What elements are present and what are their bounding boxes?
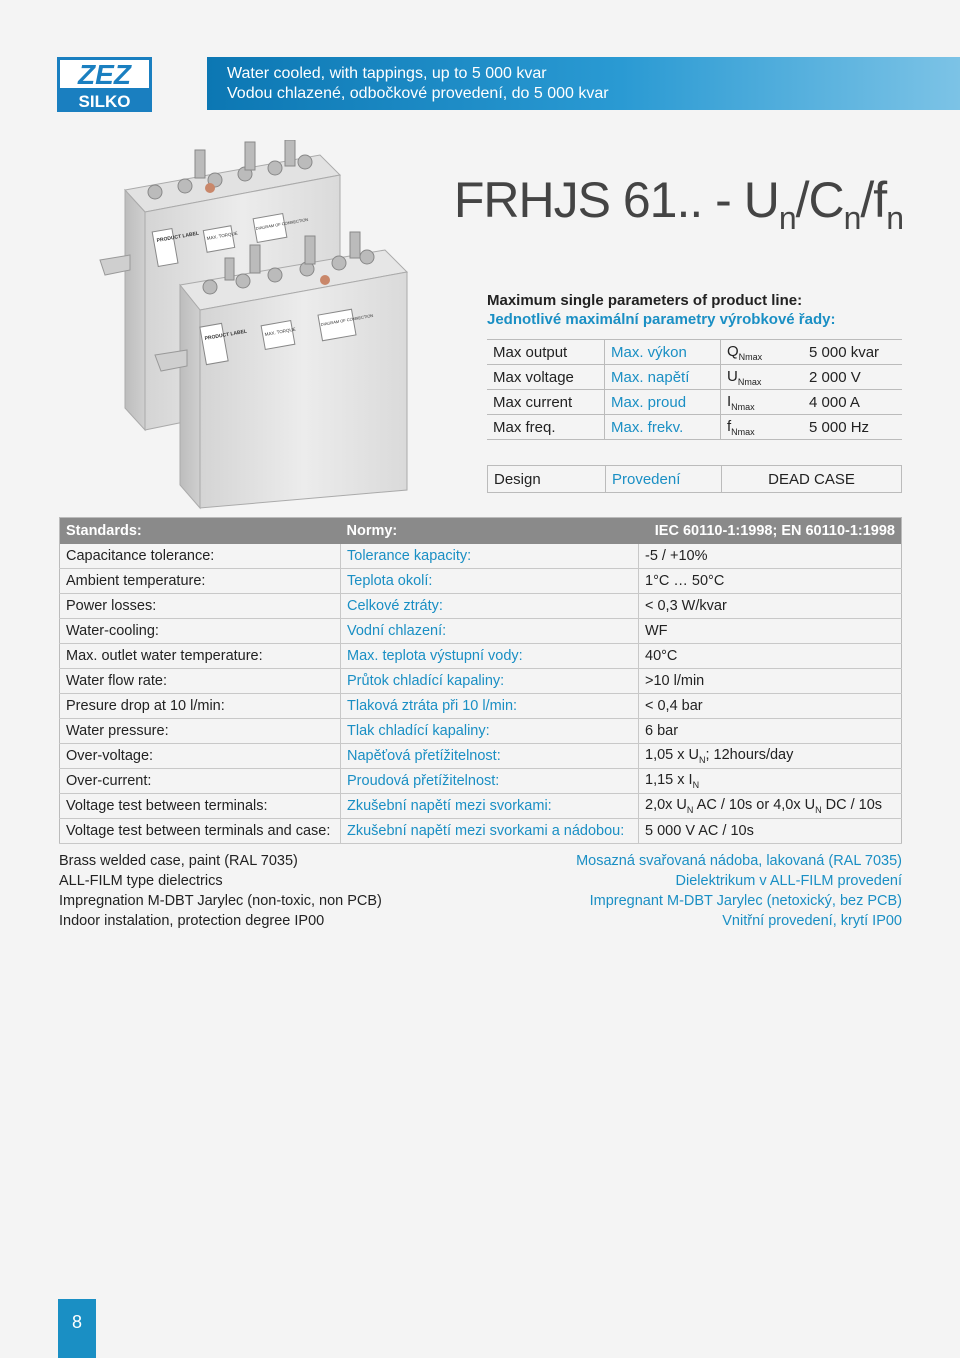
capacitor-product-image [95,140,455,510]
standards-param-en: Power losses: [60,594,341,619]
standards-table [59,517,902,844]
standards-param-value: 6 bar [639,719,902,744]
standards-param-value: 5 000 V AC / 10s [639,819,902,844]
max-param-row [487,390,902,415]
standards-row [60,669,902,694]
max-param-value: 2 000 V [809,368,861,386]
design-label-cz: Provedení [606,466,722,493]
note-line: Mosazná svařovaná nádoba, lakovaná (RAL 7035) [576,853,902,869]
max-param-value: 5 000 Hz [809,418,870,436]
standards-param-en: Water-cooling: [60,619,341,644]
note-line: Brass welded case, paint (RAL 7035) [59,853,298,869]
max-param-row [487,340,902,365]
product-label-back: PRODUCT LABEL [156,230,200,244]
standards-row [60,819,902,844]
standards-param-cz: Průtok chladící kapaliny: [341,669,639,694]
max-param-en: Max output [487,340,605,365]
logo-top-text: ZEZ [78,59,131,90]
diagram-label-front: DIAGRAM OF CONNECTION [320,312,374,327]
standards-param-value: 2,0x $U_N$ AC / 10s or 4,0x $U_N$ DC / 10s [639,794,902,819]
standards-param-cz: Zkušební napětí mezi svorkami: [341,794,639,819]
max-param-symbol: $Q_{Nmax}$ [727,342,763,362]
standards-row [60,644,902,669]
notes-en [59,851,382,931]
max-param-row [487,365,902,390]
design-table [487,465,902,493]
standards-param-en: Water pressure: [60,719,341,744]
standards-row [60,719,902,744]
standards-row [60,744,902,769]
torque-label-back: MAX. TORQUE [206,230,239,241]
standards-param-en: Over-current: [60,769,341,794]
header-title-cz: Vodou chlazené, odbočkové provedení, do 5 000 kvar [227,85,609,102]
max-param-cz: Max. výkon [605,340,721,365]
standards-param-en: Over-voltage: [60,744,341,769]
standards-row [60,594,902,619]
header-title-en: Water cooled, with tappings, up to 5 000 kvar [227,65,547,82]
standards-param-en: Capacitance tolerance: [60,544,341,569]
standards-param-value: >10 l/min [639,669,902,694]
note-line: ALL-FILM type dielectrics [59,873,223,889]
diagram-label-back: DIAGRAM OF CONNECTION [255,216,309,231]
standards-param-value: -5 / +10% [639,544,902,569]
standards-header-row [60,518,902,545]
standards-param-en: Presure drop at 10 l/min: [60,694,341,719]
max-param-en: Max voltage [487,365,605,390]
note-line: Impregnant M-DBT Jarylec (netoxický, bez PCB) [589,893,902,909]
note-line: Impregnation M-DBT Jarylec (non-toxic, non PCB) [59,893,382,909]
standards-header-value: IEC 60110-1:1998; EN 60110-1:1998 [639,518,902,545]
standards-param-en: Max. outlet water temperature: [60,644,341,669]
standards-row [60,769,902,794]
note-line: Dielektrikum v ALL-FILM provedení [675,873,902,889]
standards-row [60,794,902,819]
logo-bottom-text: SILKO [78,92,131,111]
max-param-value: 4 000 A [809,393,860,411]
max-params-heading [487,291,835,329]
standards-param-en: Voltage test between terminals: [60,794,341,819]
standards-param-value: WF [639,619,902,644]
standards-param-cz: Teplota okolí: [341,569,639,594]
note-line: Vnitřní provedení, krytí IP00 [722,913,902,929]
standards-row [60,619,902,644]
standards-param-cz: Zkušební napětí mezi svorkami a nádobou: [341,819,639,844]
standards-param-en: Voltage test between terminals and case: [60,819,341,844]
standards-param-value: < 0,3 W/kvar [639,594,902,619]
page-number: 8 [58,1299,96,1358]
standards-row [60,569,902,594]
standards-row [60,694,902,719]
standards-param-cz: Proudová přetížitelnost: [341,769,639,794]
max-param-symbol: $U_{Nmax}$ [727,367,762,387]
design-label-en: Design [488,466,606,493]
max-param-en: Max freq. [487,415,605,440]
max-param-symbol: $I_{Nmax}$ [727,392,755,412]
header-banner [207,57,960,110]
standards-param-en: Water flow rate: [60,669,341,694]
max-param-en: Max current [487,390,605,415]
torque-label-front: MAX. TORQUE [264,326,297,337]
max-params-heading-cz: Jednotlivé maximální parametry výrobkové řady: [487,311,836,328]
standards-param-en: Ambient temperature: [60,569,341,594]
max-param-cz: Max. napětí [605,365,721,390]
max-params-table [487,339,902,440]
standards-param-cz: Celkové ztráty: [341,594,639,619]
notes-cz [576,851,902,931]
standards-param-cz: Napěťová přetížitelnost: [341,744,639,769]
max-param-cz: Max. frekv. [605,415,721,440]
max-param-row [487,415,902,440]
product-label-front: PRODUCT LABEL [204,328,248,342]
standards-param-value: 1°C … 50°C [639,569,902,594]
max-params-heading-en: Maximum single parameters of product line: [487,292,803,309]
standards-param-cz: Max. teplota výstupní vody: [341,644,639,669]
standards-param-value: 40°C [639,644,902,669]
standards-param-cz: Tlaková ztráta při 10 l/min: [341,694,639,719]
zez-silko-logo [57,57,152,112]
standards-param-cz: Vodní chlazení: [341,619,639,644]
note-line: Indoor instalation, protection degree IP00 [59,913,325,929]
design-value: DEAD CASE [768,470,855,488]
max-param-symbol: $f_{Nmax}$ [727,417,755,437]
standards-param-cz: Tlak chladící kapaliny: [341,719,639,744]
design-row [488,466,902,493]
product-title: FRHJS 61.. - $U_n/C_n/f_n$ [453,172,903,236]
standards-param-cz: Tolerance kapacity: [341,544,639,569]
standards-param-value: < 0,4 bar [639,694,902,719]
standards-row [60,544,902,569]
standards-header-cz: Normy: [341,518,639,545]
standards-param-value: 1,15 x $I_N$ [639,769,902,794]
standards-header-en: Standards: [60,518,341,545]
max-param-cz: Max. proud [605,390,721,415]
standards-param-value: 1,05 x $U_N$; 12hours/day [639,744,902,769]
max-param-value: 5 000 kvar [809,343,880,361]
